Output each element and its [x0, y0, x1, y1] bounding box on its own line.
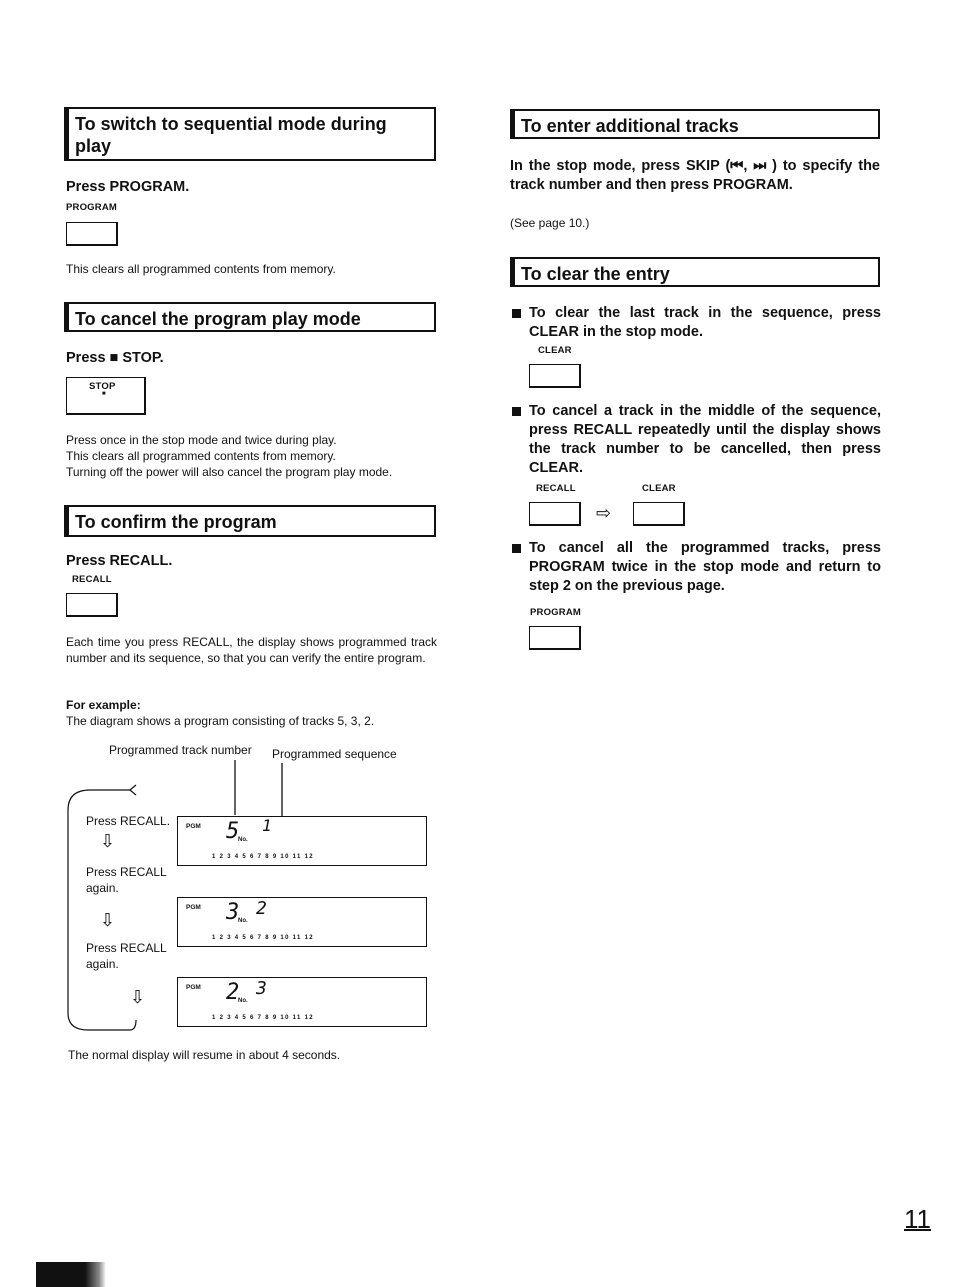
heading-cancel-program: To cancel the program play mode	[64, 302, 436, 332]
instruction-press-program: Press PROGRAM.	[66, 179, 190, 195]
bullet-icon	[512, 407, 521, 416]
no-indicator: No.	[238, 837, 248, 843]
recall-button[interactable]	[529, 502, 581, 526]
clear-key-label: CLEAR	[642, 483, 676, 494]
recall-key-label: RECALL	[72, 574, 112, 585]
track-number-digit: 5	[226, 819, 240, 844]
cancel-note-2: This clears all programmed contents from memory.	[66, 449, 336, 463]
label-programmed-sequence: Programmed sequence	[272, 747, 397, 761]
program-button[interactable]	[529, 626, 581, 650]
pgm-indicator: PGM	[186, 823, 201, 830]
down-arrow-icon: ⇩	[130, 987, 146, 1007]
heading-clear-entry: To clear the entry	[510, 257, 880, 287]
display-step-1	[177, 816, 427, 866]
stop-button[interactable]	[66, 377, 146, 415]
heading-confirm-program: To confirm the program	[64, 505, 436, 537]
sequence-digit: 3	[256, 978, 267, 999]
page-number: 11	[904, 1204, 931, 1234]
down-arrow-icon: ⇩	[100, 910, 116, 930]
confirm-description: Each time you press RECALL, the display shows programmed track number and its sequence, so that you can verify the entire program.	[66, 635, 437, 665]
program-button[interactable]	[66, 222, 118, 246]
instruction-enter-additional: In the stop mode, press SKIP (⏮, ⏭ ) to specify the track number and then press PROGRAM.	[510, 158, 880, 193]
clear-key-label: CLEAR	[538, 345, 572, 356]
cancel-note-1: Press once in the stop mode and twice during play.	[66, 433, 337, 447]
example-title: For example:	[66, 698, 141, 712]
sequence-digit: 2	[256, 898, 267, 919]
bullet-icon	[512, 544, 521, 553]
step-3-label: Press RECALL again.	[86, 941, 167, 971]
sequence-digit: 1	[262, 816, 272, 835]
clear-item-3: To cancel all the programmed tracks, press PROGRAM twice in the stop mode and return to step 2 on the previous page.	[529, 540, 881, 594]
pgm-indicator: PGM	[186, 904, 201, 911]
step-2-label: Press RECALL again.	[86, 865, 167, 895]
heading-switch-sequential: To switch to sequential mode during play	[64, 107, 436, 161]
no-indicator: No.	[238, 918, 248, 924]
instruction-press-recall: Press RECALL.	[66, 553, 173, 569]
track-number-digit: 2	[226, 980, 240, 1005]
down-arrow-icon: ⇩	[100, 831, 116, 851]
cancel-notes	[66, 432, 392, 480]
recall-key-label: RECALL	[536, 483, 576, 494]
stop-key-label: STOP	[89, 381, 116, 392]
switch-note: This clears all programmed contents from memory.	[66, 262, 336, 276]
step-1-label: Press RECALL.	[86, 814, 171, 828]
track-calendar: 1 2 3 4 5 6 7 8 9 10 11 12	[212, 1015, 314, 1021]
heading-enter-additional: To enter additional tracks	[510, 109, 880, 139]
clear-button[interactable]	[633, 502, 685, 526]
display-step-3	[177, 977, 427, 1027]
program-key-label: PROGRAM	[530, 607, 582, 618]
pgm-indicator: PGM	[186, 984, 201, 991]
scan-mark	[36, 1262, 106, 1287]
right-arrow-icon: ⇨	[596, 503, 612, 523]
stop-square-icon: ■	[102, 391, 106, 397]
recall-button[interactable]	[66, 593, 118, 617]
clear-item-2: To cancel a track in the middle of the sequence, press RECALL repeatedly until the display shows the track number to be cancelled, then press CLEAR.	[529, 403, 881, 476]
track-number-digit: 3	[226, 900, 240, 925]
instruction-press-stop: Press ■ STOP.	[66, 350, 164, 366]
label-programmed-track-number: Programmed track number	[109, 743, 252, 757]
bullet-icon	[512, 309, 521, 318]
example-text: The diagram shows a program consisting of tracks 5, 3, 2.	[66, 714, 375, 728]
diagram-footer: The normal display will resume in about 4 seconds.	[68, 1048, 341, 1062]
track-calendar: 1 2 3 4 5 6 7 8 9 10 11 12	[212, 854, 314, 860]
clear-button[interactable]	[529, 364, 581, 388]
no-indicator: No.	[238, 998, 248, 1004]
see-page-note: (See page 10.)	[510, 216, 590, 230]
program-key-label: PROGRAM	[66, 202, 118, 213]
display-step-2	[177, 897, 427, 947]
track-calendar: 1 2 3 4 5 6 7 8 9 10 11 12	[212, 935, 314, 941]
cancel-note-3: Turning off the power will also cancel the program play mode.	[66, 465, 393, 479]
clear-item-1: To clear the last track in the sequence, press CLEAR in the stop mode.	[529, 305, 881, 340]
